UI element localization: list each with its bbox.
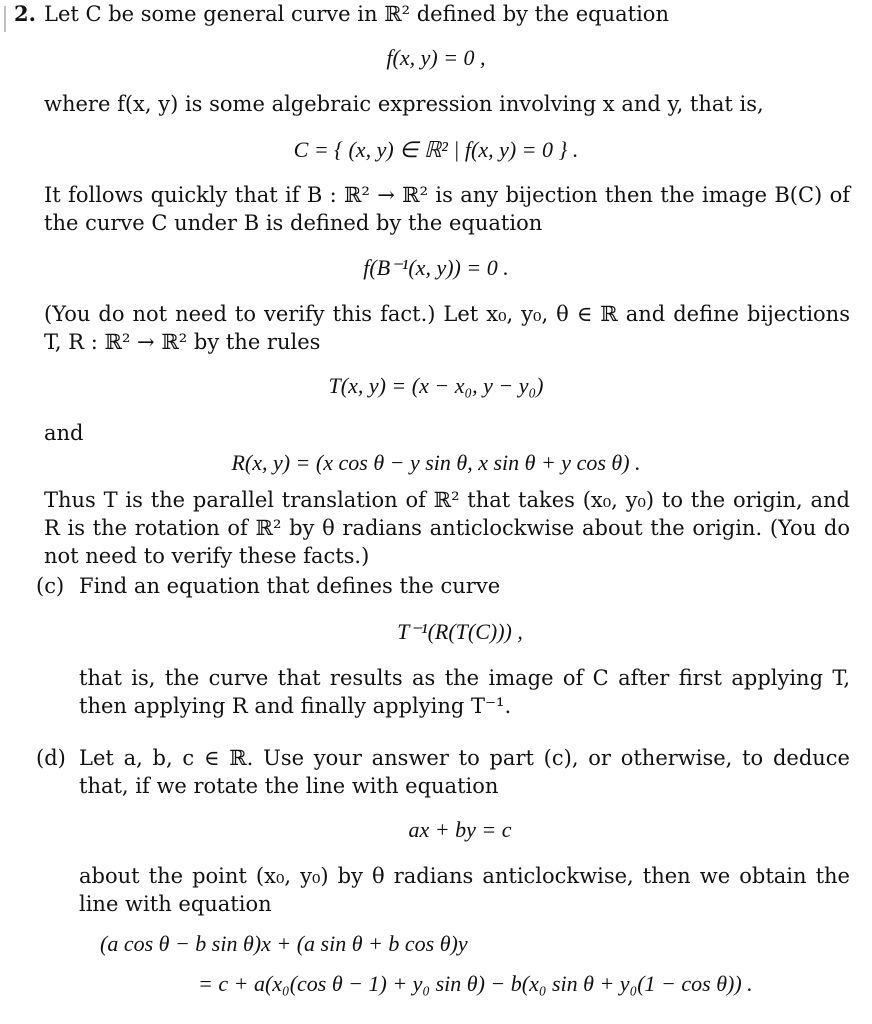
- part-d-text: Let a, b, c ∈ ℝ. Use your answer to part (c), or otherwise, to deduce that, if we rotate the line with equation: [79, 746, 850, 798]
- where-text: where f(x, y) is some algebraic expression involving x and y, that is,: [44, 92, 764, 116]
- part-c-label: (c): [36, 574, 65, 598]
- final-equation-line-2: = c + a(x₀(cos θ − 1) + y₀ sin θ) − b(x₀ sin θ + y₀(1 − cos θ)) .: [198, 971, 753, 996]
- equation-image-curve: f(B⁻¹(x, y)) = 0 .: [363, 255, 509, 280]
- part-d-line-equation: ax + by = c: [408, 817, 512, 842]
- question-number: 2.: [14, 1, 36, 26]
- part-d-label: (d): [36, 746, 66, 770]
- page-edge-mark: [4, 6, 6, 32]
- verify-text: (You do not need to verify this fact.) Let x₀, y₀, θ ∈ ℝ and define bijections T, R : ℝ² → ℝ² by the rules: [44, 302, 850, 354]
- equation-curve-set: C = { (x, y) ∈ ℝ² | f(x, y) = 0 } .: [293, 137, 579, 162]
- part-c-text: Find an equation that defines the curve: [79, 574, 501, 598]
- final-equation-line-1: (a cos θ − b sin θ)x + (a sin θ + b cos θ)y: [100, 931, 468, 956]
- follows-text: It follows quickly that if B : ℝ² → ℝ² is any bijection then the image B(C) of the curve C under B is defined by the equation: [44, 183, 850, 235]
- thus-text: Thus T is the parallel translation of ℝ² that takes (x₀, y₀) to the origin, and R is the rotation of ℝ² by θ radians anticlockwise about the origin. (You do not need to verify these facts.): [44, 488, 850, 568]
- part-c-after: that is, the curve that results as the image of C after first applying T, then applying R and finally applying T⁻¹.: [79, 666, 850, 718]
- equation-translation-T: T(x, y) = (x − x₀, y − y₀): [328, 373, 544, 398]
- equation-f-zero: f(x, y) = 0 ,: [386, 45, 486, 70]
- equation-rotation-R: R(x, y) = (x cos θ − y sin θ, x sin θ + y cos θ) .: [231, 450, 641, 475]
- part-c-equation: T⁻¹(R(T(C))) ,: [397, 619, 523, 644]
- and-word: and: [44, 421, 84, 445]
- part-d-after: about the point (x₀, y₀) by θ radians anticlockwise, then we obtain the line with equation: [79, 864, 850, 916]
- question-intro: Let C be some general curve in ℝ² defined by the equation: [44, 2, 669, 26]
